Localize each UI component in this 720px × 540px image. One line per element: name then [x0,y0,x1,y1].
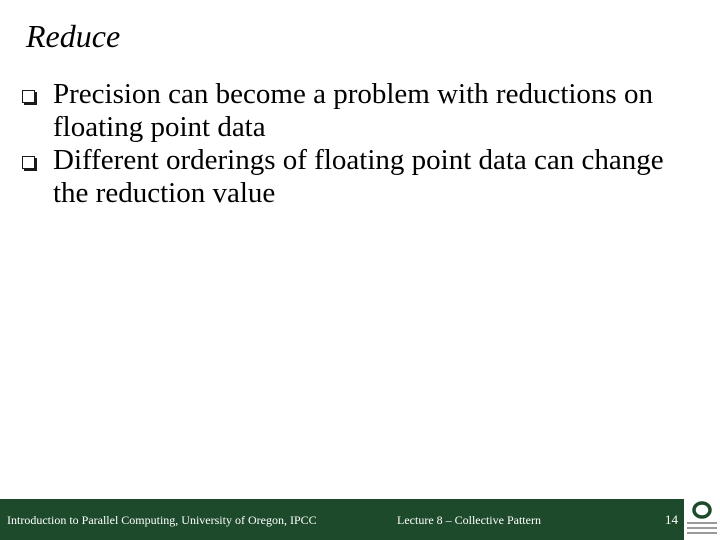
bullet-text: Precision can become a problem with reductions on floating point data [53,78,653,143]
bullet-item [22,78,692,144]
university-of-oregon-logo-icon [692,501,712,519]
slide-title: Reduce [26,18,121,54]
university-logo [684,499,720,540]
logo-wordmark-line [687,532,717,534]
hollow-square-icon [22,156,35,169]
footer-course: Introduction to Parallel Computing, University of Oregon, IPCC [7,513,317,527]
footer-bar [0,499,684,540]
logo-wordmark-line [687,527,717,529]
page-number: 14 [665,512,678,527]
bullet-list [22,78,692,210]
logo-wordmark-line [687,522,717,524]
footer-lecture: Lecture 8 – Collective Pattern [397,513,541,527]
hollow-square-icon [22,90,35,103]
bullet-text: Different orderings of floating point data can change the reduction value [53,144,664,209]
bullet-item [22,144,692,210]
